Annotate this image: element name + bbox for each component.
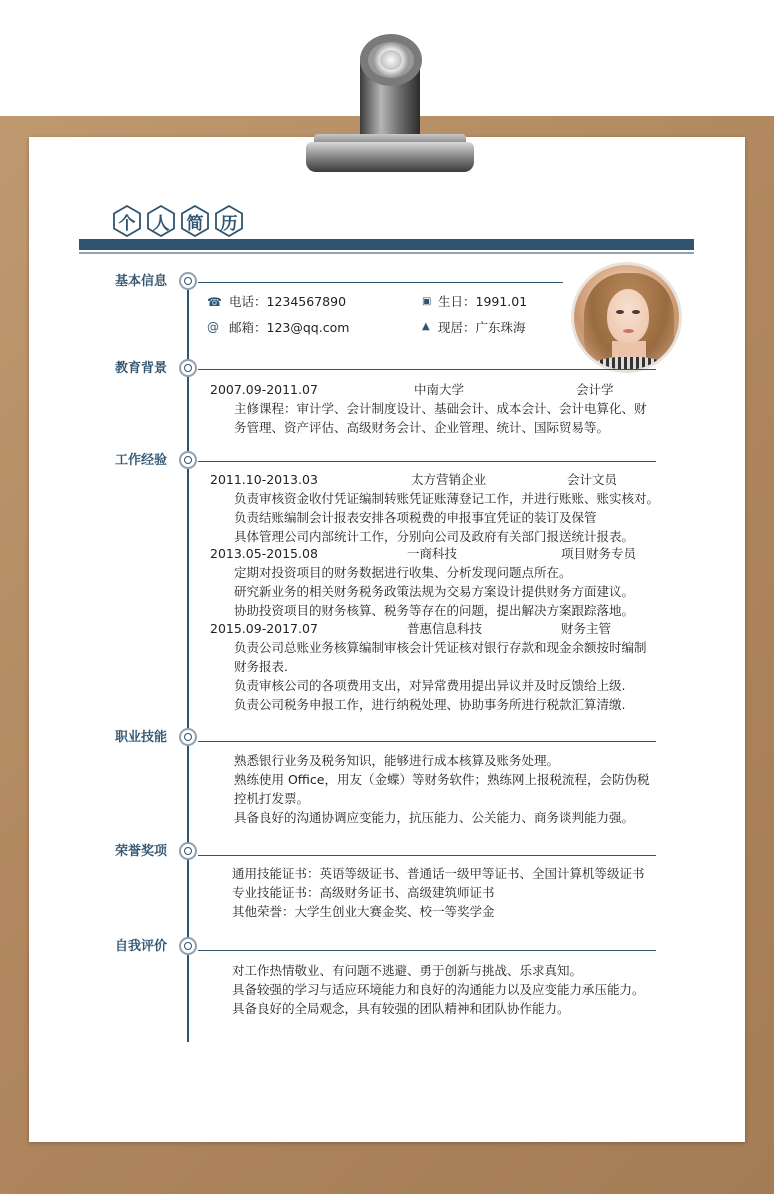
- honors-line-3: 其他荣誉：大学生创业大赛金奖、校一等奖学金: [232, 904, 495, 919]
- resume-title: [112, 205, 244, 237]
- section-rule-basic: [198, 282, 563, 283]
- birthday-text: 生日：1991.01: [438, 294, 528, 309]
- profile-photo: [571, 262, 682, 373]
- section-label-work: 工作经验: [115, 453, 168, 468]
- self-eval-line-1: 对工作热情敬业、有问题不逃避、勇于创新与挑战、乐求真知。: [232, 963, 583, 978]
- job3-company: 普惠信息科技: [407, 621, 483, 636]
- self-eval-line-3: 具备良好的全局观念，具有较强的团队精神和团队协作能力。: [232, 1001, 570, 1016]
- title-bar-thin: [79, 252, 694, 254]
- section-rule-self-eval: [198, 950, 656, 951]
- job3-line-1: 负责公司总账业务核算编制审核会计凭证核对银行存款和现金余额按时编制: [234, 640, 647, 655]
- title-hex-4: 历: [214, 205, 244, 237]
- honors-line-2: 专业技能证书：高级财务证书、高级建筑师证书: [232, 885, 495, 900]
- self-eval-line-2: 具备较强的学习与适应环境能力和良好的沟通能力以及应变能力承压能力。: [232, 982, 645, 997]
- job1-period: 2011.10-2013.03: [210, 472, 318, 487]
- title-hex-1: 个: [112, 205, 142, 237]
- edu-line-1: 主修课程：审计学、会计制度设计、基础会计、成本会计、会计电算化、财: [234, 401, 647, 416]
- job3-line-4: 负责公司税务申报工作，进行纳税处理、协助事务所进行税款汇算清缴.: [234, 697, 626, 712]
- section-rule-honors: [198, 855, 656, 856]
- job1-line-3: 具体管理公司内部统计工作，分别向公司及政府有关部门报送统计报表。: [234, 529, 635, 544]
- email-text: 邮箱：123@qq.com: [229, 320, 350, 335]
- skills-line-4: 具备良好的沟通协调应变能力，抗压能力、公关能力、商务谈判能力强。: [234, 810, 635, 825]
- skills-line-2: 熟练使用 Office，用友（金蝶）等财务软件；熟练网上报税流程，会防伪税: [234, 772, 650, 787]
- title-bar: [79, 239, 694, 250]
- calendar-icon: ▣: [422, 296, 432, 307]
- job3-role: 财务主管: [561, 621, 612, 636]
- phone-icon: ☎: [207, 295, 222, 309]
- job1-line-1: 负责审核资金收付凭证编制转账凭证账薄登记工作，并进行账账、账实核对。: [234, 491, 660, 506]
- section-rule-work: [198, 461, 656, 462]
- job1-company: 太方营销企业: [411, 472, 487, 487]
- home-icon: ▲: [422, 321, 430, 332]
- timeline-node-skills: [179, 728, 197, 746]
- job2-line-1: 定期对投资项目的财务数据进行收集、分析发现问题点所在。: [234, 565, 572, 580]
- job3-period: 2015.09-2017.07: [210, 621, 318, 636]
- title-hex-3: 简: [180, 205, 210, 237]
- job1-role: 会计文员: [567, 472, 618, 487]
- edu-major: 会计学: [576, 382, 614, 397]
- timeline-line: [187, 280, 189, 1042]
- job3-line-2: 财务报表.: [234, 659, 288, 674]
- job2-company: 一商科技: [407, 546, 458, 561]
- section-rule-skills: [198, 741, 656, 742]
- timeline-node-education: [179, 359, 197, 377]
- edu-period: 2007.09-2011.07: [210, 382, 318, 397]
- section-rule-education: [198, 369, 656, 370]
- edu-school: 中南大学: [414, 382, 465, 397]
- job2-line-3: 协助投资项目的财务核算、税务等存在的问题，提出解决方案跟踪落地。: [234, 603, 635, 618]
- job1-line-2: 负责结账编制会计报表安排各项税费的申报事宜凭证的装订及保管: [234, 510, 597, 525]
- skills-line-1: 熟悉银行业务及税务知识，能够进行成本核算及账务处理。: [234, 753, 560, 768]
- binder-clip-icon: [300, 30, 480, 180]
- section-label-basic: 基本信息: [115, 274, 168, 289]
- section-label-honors: 荣誉奖项: [115, 844, 168, 859]
- timeline-node-work: [179, 451, 197, 469]
- timeline-node-honors: [179, 842, 197, 860]
- timeline-node-self-eval: [179, 937, 197, 955]
- job2-role: 项目财务专员: [561, 546, 637, 561]
- edu-line-2: 务管理、资产评估、高级财务会计、企业管理、统计、国际贸易等。: [234, 420, 610, 435]
- section-label-skills: 职业技能: [115, 730, 168, 745]
- honors-line-1: 通用技能证书：英语等级证书、普通话一级甲等证书、全国计算机等级证书: [232, 866, 645, 881]
- job2-line-2: 研究新业务的相关财务税务政策法规为交易方案设计提供财务方面建议。: [234, 584, 635, 599]
- residence-text: 现居：广东珠海: [438, 320, 526, 335]
- phone-text: 电话：1234567890: [229, 294, 347, 309]
- job2-period: 2013.05-2015.08: [210, 546, 318, 561]
- section-label-education: 教育背景: [115, 361, 168, 376]
- job3-line-3: 负责审核公司的各项费用支出，对异常费用提出异议并及时反馈给上级.: [234, 678, 626, 693]
- title-hex-2: 人: [146, 205, 176, 237]
- section-label-self-eval: 自我评价: [115, 939, 168, 954]
- email-icon: @: [207, 320, 219, 334]
- skills-line-3: 控机打发票。: [234, 791, 310, 806]
- timeline-node-basic: [179, 272, 197, 290]
